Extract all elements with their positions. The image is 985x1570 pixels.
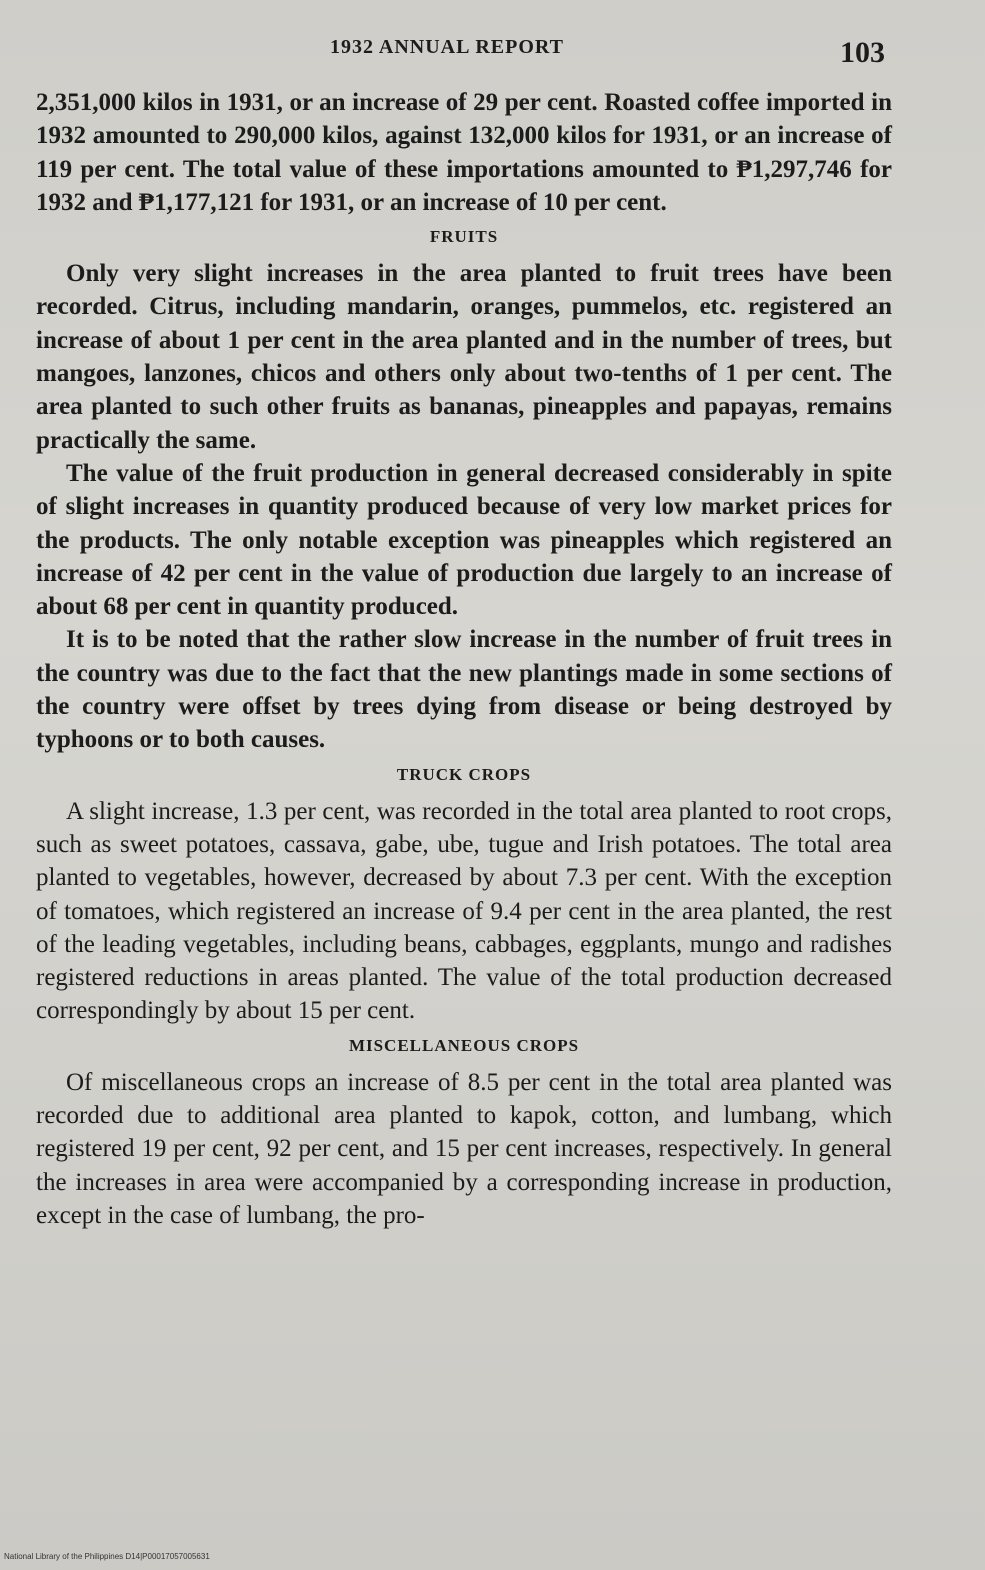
section-heading-fruits: FRUITS <box>429 227 499 247</box>
paragraph-fruits-value: The value of the fruit production in general decreased considerably in spite of slight increases in quantity produced because of very low market prices for the products. The only notable exception was pineapples which registered an increase of 42 per cent in the value of production due largely to an increase of about 68 per cent in quantity produced. <box>36 459 892 621</box>
paragraph-coffee-imports: 2,351,000 kilos in 1931, or an increase of 29 per cent. Roasted coffee imported in 1932 amounted to 290,000 kilos, against 132,000 kilos for 1931, or an increase of 119 per cent. The total value of these importations amounted to ₱1,297,746 for 1932 and ₱1,177,121 for 1931, or an increase of 10 per cent. <box>36 89 892 216</box>
section-heading-truck-crops: TRUCK CROPS <box>396 764 532 784</box>
running-title: 1932 ANNUAL REPORT <box>330 36 564 58</box>
section-heading-miscellaneous-crops: MISCELLANEOUS CROPS <box>348 1035 580 1055</box>
page-header <box>0 30 985 80</box>
scan-footer-label: National Library of the Philippines D14|P00017057005631 <box>4 1552 210 1561</box>
paragraph-fruits-area: Only very slight increases in the area planted to fruit trees have been recorded. Citrus, including mandarin, oranges, pummelos, etc. registered an increase of about 1 per cent in the area planted and in the number of trees, but mangoes, lanzones, chicos and others only about two-tenths of 1 per cent. The area planted to such other fruits as bananas, pineapples and papayas, remains practically the same. <box>36 260 892 454</box>
paragraph-fruits-trees: It is to be noted that the rather slow increase in the number of fruit trees in the country was due to the fact that the new plantings made in some sections of the country were offset by trees dying from disease or being destroyed by typhoons or to both causes. <box>36 626 892 754</box>
body-text <box>36 86 892 1232</box>
page-number: 103 <box>840 36 885 69</box>
paragraph-truck-crops: A slight increase, 1.3 per cent, was recorded in the total area planted to root crops, such as sweet potatoes, cassava, gabe, ube, tugue and Irish potatoes. The total area planted to vegetables, however, decreased by about 7.3 per cent. With the exception of tomatoes, which registered an increase of 9.4 per cent in the area planted, the rest of the leading vegetables, including beans, cabbages, eggplants, mungo and radishes registered reductions in areas planted. The value of the total production decreased correspondingly by about 15 per cent. <box>36 797 892 1025</box>
paragraph-miscellaneous-crops: Of miscellaneous crops an increase of 8.5 per cent in the total area planted was recorded due to additional area planted to kapok, cotton, and lumbang, which registered 19 per cent, 92 per cent, and 15 per cent increases, respectively. In general the increases in area were accompanied by a corresponding increase in production, except in the case of lumbang, the pro- <box>36 1068 892 1229</box>
